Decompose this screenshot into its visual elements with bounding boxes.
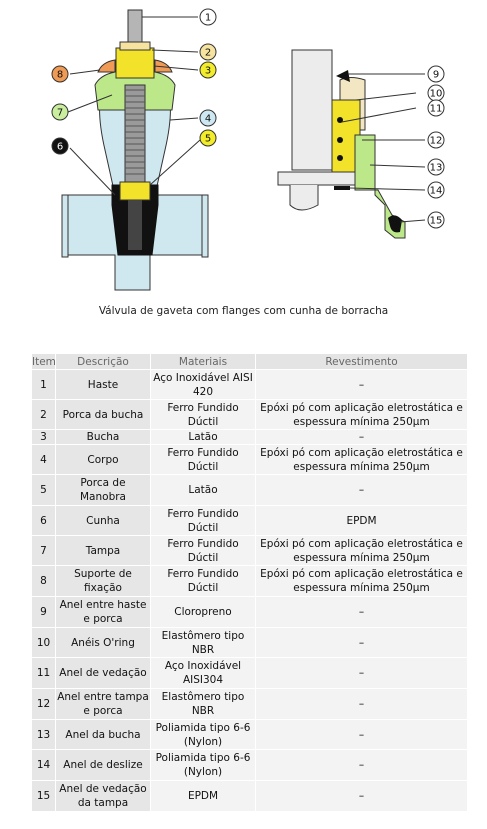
cell-material: Latão — [151, 430, 256, 445]
cell-description: Anel de vedação — [56, 658, 151, 689]
cell-material: Poliamida tipo 6-6 (Nylon) — [151, 750, 256, 781]
cell-item: 15 — [32, 781, 56, 812]
header-description: Descrição — [56, 354, 151, 370]
cell-coating: – — [256, 370, 468, 400]
cell-description: Tampa — [56, 536, 151, 566]
cell-coating: – — [256, 781, 468, 812]
cell-coating: Epóxi pó com aplicação eletrostática e espessura mínima 250µm — [256, 400, 468, 430]
callout-9 — [428, 66, 444, 82]
cell-material: Ferro Fundido Dúctil — [151, 536, 256, 566]
cell-coating: Epóxi pó com aplicação eletrostática e espessura mínima 250µm — [256, 566, 468, 597]
table-row — [32, 658, 468, 689]
table-header-row — [32, 354, 468, 370]
table-row — [32, 475, 468, 506]
callout-2 — [200, 44, 216, 60]
cell-coating: – — [256, 475, 468, 506]
table-row — [32, 370, 468, 400]
callout-14 — [428, 182, 444, 198]
table-row — [32, 750, 468, 781]
cell-material: Cloropreno — [151, 597, 256, 628]
cell-coating: EPDM — [256, 506, 468, 536]
callout-1 — [200, 9, 216, 25]
cell-item: 13 — [32, 720, 56, 750]
callout-number: 10 — [429, 88, 443, 100]
cell-description: Porca da bucha — [56, 400, 151, 430]
cell-description: Anel de deslize — [56, 750, 151, 781]
cell-coating: – — [256, 628, 468, 658]
cell-material: Latão — [151, 475, 256, 506]
table-row — [32, 628, 468, 658]
cell-material: EPDM — [151, 781, 256, 812]
cell-item: 14 — [32, 750, 56, 781]
cell-coating: – — [256, 689, 468, 720]
cell-description: Porca de Manobra — [56, 475, 151, 506]
callout-13 — [428, 159, 444, 175]
cell-coating: – — [256, 750, 468, 781]
callout-7 — [52, 104, 68, 120]
callout-3 — [200, 62, 216, 78]
cell-material: Elastômero tipo NBR — [151, 628, 256, 658]
cell-item: 1 — [32, 370, 56, 400]
cell-item: 10 — [32, 628, 56, 658]
cell-item: 3 — [32, 430, 56, 445]
table-row — [32, 506, 468, 536]
cell-coating: – — [256, 720, 468, 750]
header-coating: Revestimento — [256, 354, 468, 370]
callout-number: 5 — [204, 133, 212, 145]
cell-coating: Epóxi pó com aplicação eletrostática e espessura mínima 250µm — [256, 536, 468, 566]
cell-coating: – — [256, 430, 468, 445]
cell-description: Anel de vedação da tampa — [56, 781, 151, 812]
cell-description: Anel da bucha — [56, 720, 151, 750]
valve-stem — [125, 10, 145, 185]
table-row — [32, 536, 468, 566]
figure-caption: Válvula de gaveta com flanges com cunha de borracha — [98, 305, 389, 317]
cell-material: Aço Inoxidável AISI 420 — [151, 370, 256, 400]
callout-number: 7 — [56, 107, 64, 119]
cell-coating: – — [256, 658, 468, 689]
header-item: Item — [32, 355, 56, 368]
callout-number: 14 — [429, 185, 443, 197]
stem-bushing — [116, 42, 154, 78]
callout-10 — [428, 85, 444, 101]
detail-view — [278, 50, 405, 238]
cell-item: 9 — [32, 597, 56, 628]
callout-11 — [428, 100, 444, 116]
cell-material: Ferro Fundido Dúctil — [151, 506, 256, 536]
cell-description: Anéis O'ring — [56, 628, 151, 658]
cell-material: Ferro Fundido Dúctil — [151, 400, 256, 430]
callout-15 — [428, 212, 444, 228]
callout-number: 1 — [204, 12, 212, 24]
cell-description: Bucha — [56, 430, 151, 445]
callout-number: 13 — [429, 162, 443, 174]
cell-description: Corpo — [56, 445, 151, 475]
parts-table — [31, 353, 468, 812]
cell-material: Ferro Fundido Dúctil — [151, 445, 256, 475]
callout-number: 11 — [429, 103, 443, 115]
table-row — [32, 689, 468, 720]
cell-material: Ferro Fundido Dúctil — [151, 566, 256, 597]
callout-number: 15 — [429, 215, 443, 227]
cell-item: 2 — [32, 400, 56, 430]
cell-item: 11 — [32, 658, 56, 689]
cell-item: 5 — [32, 475, 56, 506]
cell-item: 4 — [32, 445, 56, 475]
callout-6 — [52, 138, 68, 154]
table-row — [32, 781, 468, 812]
callout-number: 2 — [204, 47, 212, 59]
cell-description: Anel entre tampa e porca — [56, 689, 151, 720]
cell-item: 6 — [32, 506, 56, 536]
valve-diagram — [0, 0, 487, 300]
header-materials: Materiais — [151, 354, 256, 370]
cell-description: Cunha — [56, 506, 151, 536]
table-row — [32, 430, 468, 445]
cell-material: Elastômero tipo NBR — [151, 689, 256, 720]
cell-item: 8 — [32, 566, 56, 597]
callout-number: 3 — [204, 65, 212, 77]
cell-material: Aço Inoxidável AISI304 — [151, 658, 256, 689]
callout-4 — [200, 110, 216, 126]
callout-number: 12 — [429, 135, 443, 147]
cell-item: 7 — [32, 536, 56, 566]
table-row — [32, 400, 468, 430]
cell-description: Anel entre haste e porca — [56, 597, 151, 628]
callout-8 — [52, 66, 68, 82]
cell-material: Poliamida tipo 6-6 (Nylon) — [151, 720, 256, 750]
cell-coating: – — [256, 597, 468, 628]
cell-coating: Epóxi pó com aplicação eletrostática e espessura mínima 250µm — [256, 445, 468, 475]
table-row — [32, 720, 468, 750]
table-row — [32, 566, 468, 597]
callout-5 — [200, 130, 216, 146]
callout-number: 9 — [432, 69, 440, 81]
callout-number: 4 — [204, 113, 212, 125]
callout-12 — [428, 132, 444, 148]
valve-wedge — [112, 182, 158, 255]
cell-item: 12 — [32, 689, 56, 720]
table-row — [32, 597, 468, 628]
cell-description: Haste — [56, 370, 151, 400]
callout-number: 8 — [56, 69, 64, 81]
cell-description: Suporte de fixação — [56, 566, 151, 597]
table-row — [32, 445, 468, 475]
callout-number: 6 — [56, 141, 64, 153]
